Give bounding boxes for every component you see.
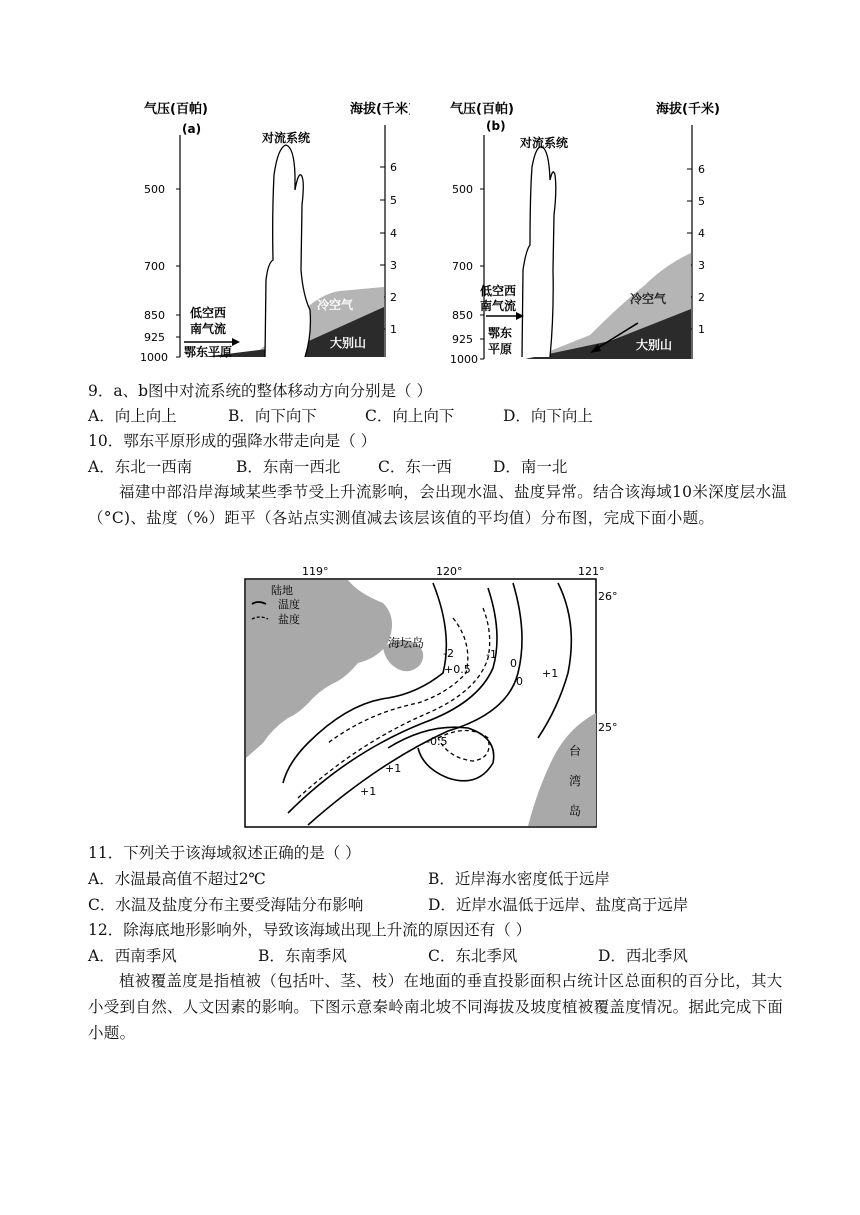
q12-option-d: D．西北季风 — [598, 947, 688, 965]
question-10-stem: 10．鄂东平原形成的强降水带走向是（ ） — [88, 432, 377, 450]
q11-option-a: A．水温最高值不超过2℃ — [88, 870, 266, 888]
sw-flow-label-2: 南气流 — [190, 322, 227, 336]
legend-salinity-label: 盐度 — [278, 613, 300, 626]
sw-flow-label-1: 低空西 — [190, 306, 227, 320]
question-12-stem: 12．除海底地形影响外，导致该海域出现上升流的原因还有（ ） — [88, 921, 532, 939]
altitude-tick: 4 — [390, 227, 397, 240]
figure-a — [140, 95, 410, 370]
q11-option-d: D．近岸水温低于远岸、盐度高于远岸 — [428, 896, 689, 914]
altitude-tick: 2 — [390, 291, 397, 304]
q9-option-b: B．向下向下 — [228, 407, 317, 425]
contour-label: 0 — [510, 657, 517, 670]
q9-option-c: C．向上向下 — [365, 407, 455, 425]
q10-option-c: C．东一西 — [378, 458, 452, 476]
plain-label-1: 鄂东 — [488, 326, 513, 340]
convection-label: 对流系统 — [262, 131, 311, 145]
latitude-label: 25° — [598, 721, 618, 734]
altitude-tick: 2 — [698, 291, 705, 304]
altitude-tick: 4 — [698, 227, 705, 240]
contour-label: -1 — [486, 648, 497, 661]
figure-b — [450, 95, 725, 370]
altitude-tick: 6 — [390, 161, 397, 174]
taiwan-label: 台 — [569, 744, 582, 758]
altitude-tick: 1 — [698, 323, 705, 336]
plain-label: 鄂东平原 — [184, 345, 233, 359]
passage-upwelling: 福建中部沿岸海域某些季节受上升流影响，会出现水温、盐度异常。结合该海域10米深度层水温（°C)、盐度（%）距平（各站点实测值减去该层该值的平均值）分布图，完成下面小题。 — [88, 483, 788, 527]
legend-land-swatch — [252, 585, 266, 594]
pressure-tick: 850 — [452, 309, 473, 322]
altitude-tick: 5 — [698, 195, 705, 208]
contour-label: -2 — [443, 647, 454, 660]
contour-label: 0 — [516, 675, 523, 688]
altitude-axis-title: 海拔(千米) — [350, 102, 410, 117]
contour-label: +1 — [385, 762, 402, 775]
q9-option-d: D．向下向上 — [503, 407, 593, 425]
question-9-stem: 9．a、b图中对流系统的整体移动方向分别是（ ） — [88, 382, 432, 400]
longitude-label: 121° — [578, 565, 605, 578]
legend-land-label: 陆地 — [271, 584, 293, 597]
sea-map — [238, 563, 618, 831]
legend-temperature-label: 温度 — [278, 598, 300, 611]
altitude-axis-title: 海拔(千米) — [656, 102, 720, 117]
contour-label: +0.5 — [444, 663, 471, 676]
q10-option-a: A．东北一西南 — [88, 458, 193, 476]
altitude-tick: 1 — [390, 323, 397, 336]
longitude-label: 119° — [302, 565, 329, 578]
panel-label: (a) — [182, 122, 202, 136]
q12-option-b: B．东南季风 — [258, 947, 347, 965]
taiwan-label: 湾 — [569, 774, 582, 788]
panel-label: (b) — [486, 119, 506, 133]
q9-option-a: A．向上向上 — [88, 407, 177, 425]
contour-label: -0.5 — [426, 735, 448, 748]
pressure-tick: 500 — [144, 183, 165, 196]
arrow-head-icon — [232, 338, 240, 346]
convection-label: 对流系统 — [520, 136, 569, 150]
q10-option-d: D．南一北 — [493, 458, 568, 476]
altitude-tick: 3 — [698, 259, 705, 272]
taiwan-label: 岛 — [569, 804, 582, 818]
pressure-tick: 700 — [452, 260, 473, 273]
island-label: 海坛岛 — [388, 636, 425, 650]
pressure-tick: 925 — [452, 333, 473, 346]
passage-vegetation: 植被覆盖度是指植被（包括叶、茎、枝）在地面的垂直投影面积占统计区总面积的百分比，其大小受到自然、人文因素的影响。下图示意秦岭南北坡不同海拔及坡度植被覆盖度情况。据此完成下面小题。 — [88, 972, 784, 1042]
mountain-label: 大别山 — [636, 338, 673, 352]
cold-air-label: 冷空气 — [317, 298, 354, 312]
longitude-label: 120° — [436, 565, 463, 578]
mountain-label: 大别山 — [330, 336, 367, 350]
contour-label: +1 — [542, 667, 559, 680]
convection-cloud — [522, 147, 556, 357]
altitude-tick: 3 — [390, 259, 397, 272]
pressure-tick: 500 — [452, 183, 473, 196]
sw-flow-label-2: 南气流 — [480, 299, 517, 313]
q12-option-c: C．东北季风 — [428, 947, 518, 965]
latitude-label: 26° — [598, 590, 618, 603]
altitude-tick: 6 — [698, 163, 705, 176]
cold-air-label: 冷空气 — [630, 292, 667, 306]
q12-option-a: A．西南季风 — [88, 947, 177, 965]
pressure-tick: 1000 — [140, 351, 168, 364]
question-11-stem: 11．下列关于该海域叙述正确的是（ ） — [88, 844, 361, 862]
q11-option-c: C．水温及盐度分布主要受海陆分布影响 — [88, 896, 364, 914]
q11-option-b: B．近岸海水密度低于远岸 — [428, 870, 610, 888]
plain-label-2: 平原 — [488, 342, 513, 356]
contour-label: +1 — [360, 785, 377, 798]
pressure-axis-title: 气压(百帕) — [450, 102, 514, 117]
convection-cloud — [265, 145, 310, 357]
pressure-tick: 925 — [144, 331, 165, 344]
pressure-tick: 1000 — [450, 353, 478, 366]
altitude-tick: 5 — [390, 194, 397, 207]
pressure-tick: 850 — [144, 309, 165, 322]
pressure-axis-title: 气压(百帕) — [144, 102, 208, 117]
pressure-tick: 700 — [144, 260, 165, 273]
sw-flow-label-1: 低空西 — [480, 284, 517, 298]
q10-option-b: B．东南一西北 — [236, 458, 341, 476]
